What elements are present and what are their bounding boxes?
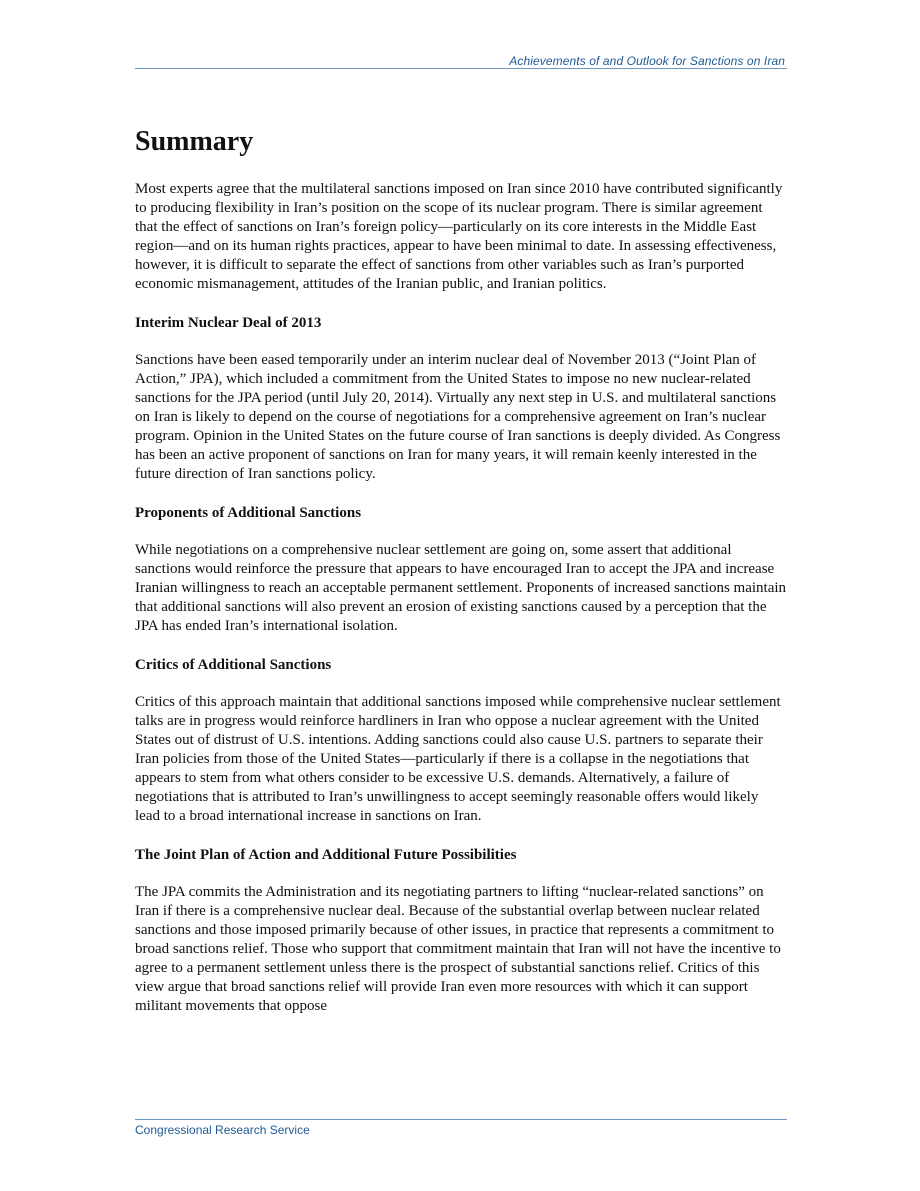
summary-paragraph: Most experts agree that the multilateral sanctions imposed on Iran since 2010 have contributed significantly to producing flexibility in Iran’s position on the scope of its nuclear program. There is similar agreement that the effect of sanctions on Iran’s foreign policy—particularly on its core interests in the Middle East region—and on its human rights practices, appear to have been minimal to date. In assessing effectiveness, however, it is difficult to separate the effect of sanctions from other variables such as Iran’s purported economic mismanagement, attitudes of the Iranian public, and Iranian politics.: [135, 181, 783, 292]
section-heading-proponents: Proponents of Additional Sanctions: [135, 505, 362, 521]
footer-publisher: Congressional Research Service: [135, 1123, 310, 1137]
section-text-critics: Critics of this approach maintain that additional sanctions imposed while comprehensive nuclear settlement talks are in progress would reinforce hardliners in Iran who oppose a nuclear agreement with the United States out of distrust of U.S. intentions. Adding sanctions could also cause U.S. partners to separate their Iran policies from those of the United States—particularly if there is a collapse in the negotiations that appears to stem from what others consider to be excessive U.S. demands. Alternatively, a failure of negotiations that is attributed to Iran’s unwillingness to accept seemingly reasonable offers would likely lead to a broad international increase in sanctions on Iran.: [135, 694, 781, 824]
footer-rule: [135, 1119, 787, 1120]
running-header-title: Achievements of and Outlook for Sanctions on Iran: [509, 54, 785, 68]
section-heading-jpa-future: The Joint Plan of Action and Additional Future Possibilities: [135, 847, 517, 863]
page-content: [135, 124, 787, 1036]
section-text-interim-deal: Sanctions have been eased temporarily under an interim nuclear deal of November 2013 (“Joint Plan of Action,” JPA), which included a commitment from the United States to impose no new nuclear-related sanctions for the JPA period (until July 20, 2014). Virtually any next step in U.S. and multilateral sanctions on Iran is likely to depend on the course of negotiations for a comprehensive agreement on Iran’s nuclear program. Opinion in the United States on the future course of Iran sanctions is deeply divided. As Congress has been an active proponent of sanctions on Iran for many years, it will remain keenly interested in the future direction of Iran sanctions policy.: [135, 352, 781, 482]
page-title: Summary: [135, 126, 254, 157]
section-heading-critics: Critics of Additional Sanctions: [135, 657, 332, 673]
header-rule: [135, 68, 787, 69]
section-text-jpa-future: The JPA commits the Administration and its negotiating partners to lifting “nuclear-related sanctions” on Iran if there is a comprehensive nuclear deal. Because of the substantial overlap between nuclear related sanctions and those imposed primarily because of other issues, in practice that represents a commitment to broad sanctions relief. Those who support that commitment maintain that Iran will not have the incentive to agree to a permanent settlement unless there is the prospect of substantial sanctions relief. Critics of this view argue that broad sanctions relief will provide Iran even more resources with which it can support militant movements that oppose: [135, 884, 781, 1014]
section-text-proponents: While negotiations on a comprehensive nuclear settlement are going on, some assert that additional sanctions would reinforce the pressure that appears to have encouraged Iran to accept the JPA and increase Iranian willingness to reach an acceptable permanent settlement. Proponents of increased sanctions maintain that additional sanctions will also prevent an erosion of existing sanctions caused by a perception that the JPA has ended Iran’s international isolation.: [135, 542, 787, 634]
section-heading-interim-deal: Interim Nuclear Deal of 2013: [135, 315, 322, 331]
